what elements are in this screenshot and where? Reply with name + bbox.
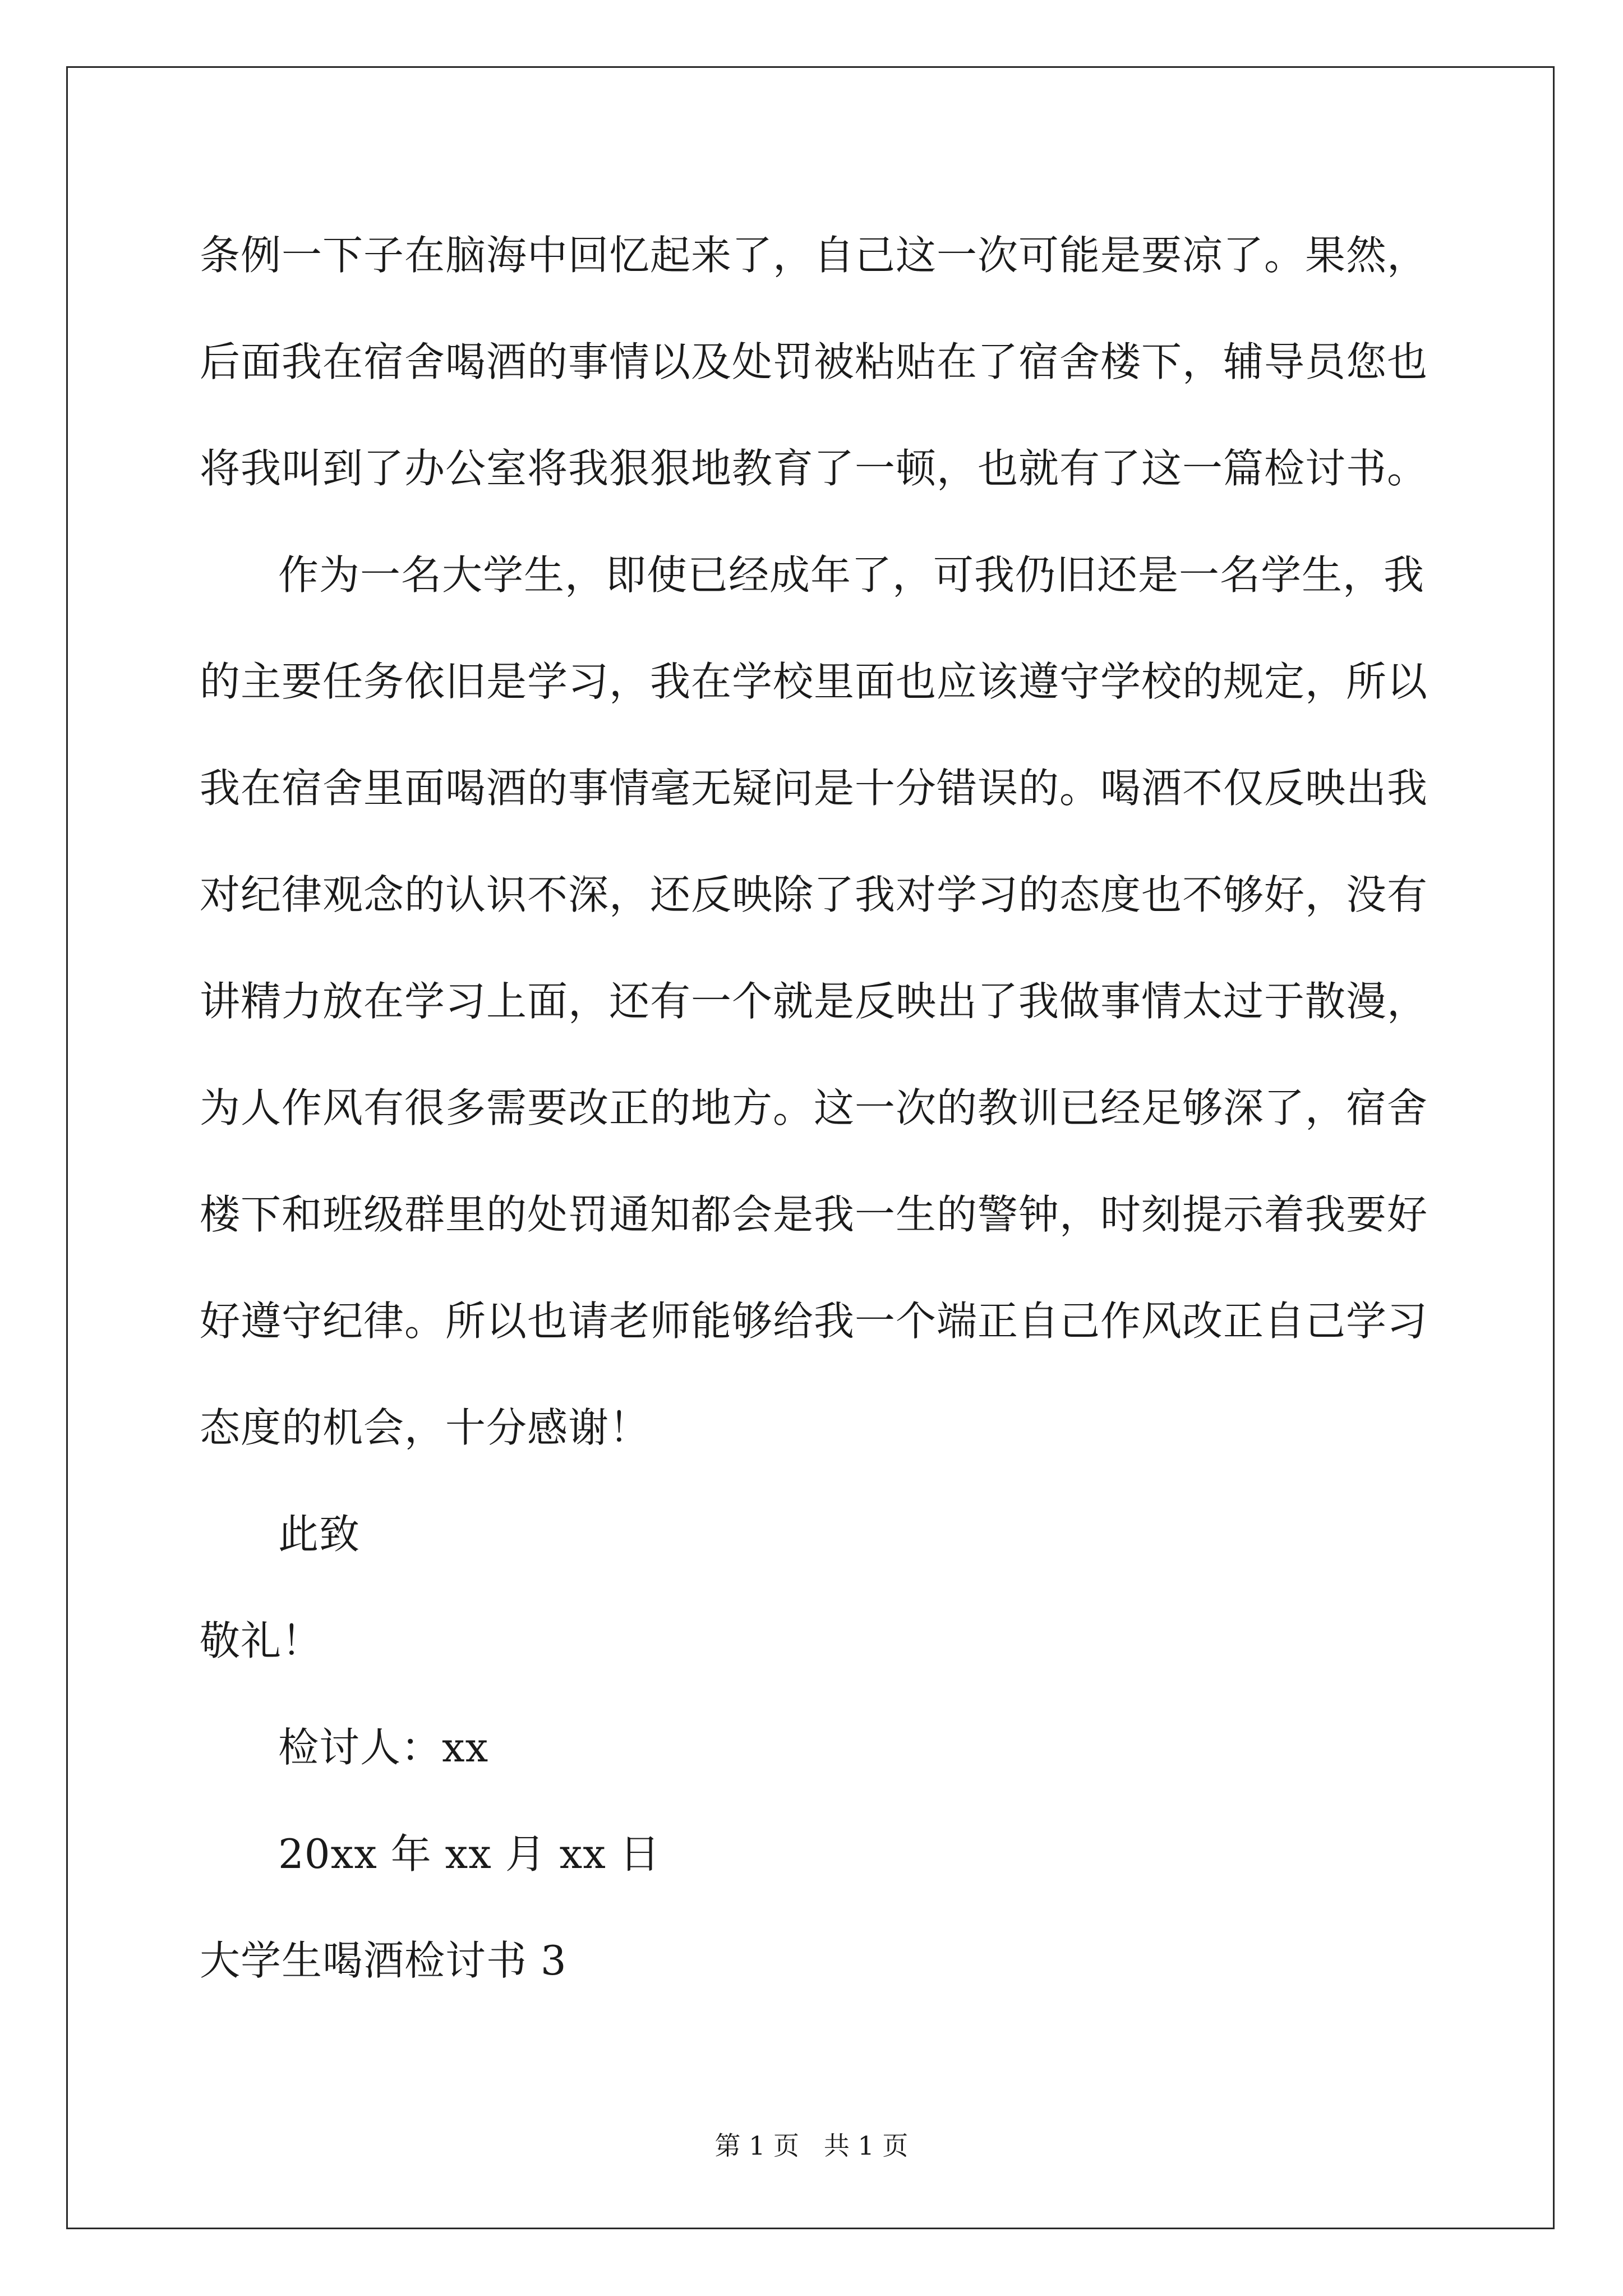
text-line-1: 条例一下子在脑海中回忆起来了，自己这一次可能是要凉了。果然，: [200, 232, 1428, 279]
document-date: 20xx 年 xx 月 xx 日: [278, 1830, 661, 1878]
document-body: [200, 202, 1433, 2014]
author-signature: 检讨人：xx: [278, 1724, 489, 1771]
page-number-footer: 第 1 页 共 1 页: [714, 2131, 909, 2161]
section-heading: 大学生喝酒检讨书 3: [200, 1937, 567, 1984]
closing-respect: 敬礼！: [200, 1617, 323, 1664]
text-line-10: 楼下和班级群里的处罚通知都会是我一生的警钟，时刻提示着我要好: [200, 1191, 1428, 1238]
text-line-7: 对纪律观念的认识不深，还反映除了我对学习的态度也不够好，没有: [200, 871, 1428, 918]
text-line-6: 我在宿舍里面喝酒的事情毫无疑问是十分错误的。喝酒不仅反映出我: [200, 765, 1428, 812]
text-line-8: 讲精力放在学习上面，还有一个就是反映出了我做事情太过于散漫，: [200, 978, 1428, 1025]
text-line-9: 为人作风有很多需要改正的地方。这一次的教训已经足够深了，宿舍: [200, 1084, 1428, 1131]
text-line-5: 的主要任务依旧是学习，我在学校里面也应该遵守学校的规定，所以: [200, 658, 1428, 705]
text-line-2: 后面我在宿舍喝酒的事情以及处罚被粘贴在了宿舍楼下，辅导员您也: [200, 338, 1428, 385]
text-line-12: 态度的机会，十分感谢！: [200, 1404, 651, 1451]
closing-salutation: 此致: [278, 1511, 361, 1558]
text-line-3: 将我叫到了办公室将我狠狠地教育了一顿，也就有了这一篇检讨书。: [200, 445, 1428, 492]
text-line-4: 作为一名大学生，即使已经成年了，可我仍旧还是一名学生，我: [278, 551, 1425, 599]
text-line-11: 好遵守纪律。所以也请老师能够给我一个端正自己作风改正自己学习: [200, 1297, 1428, 1345]
